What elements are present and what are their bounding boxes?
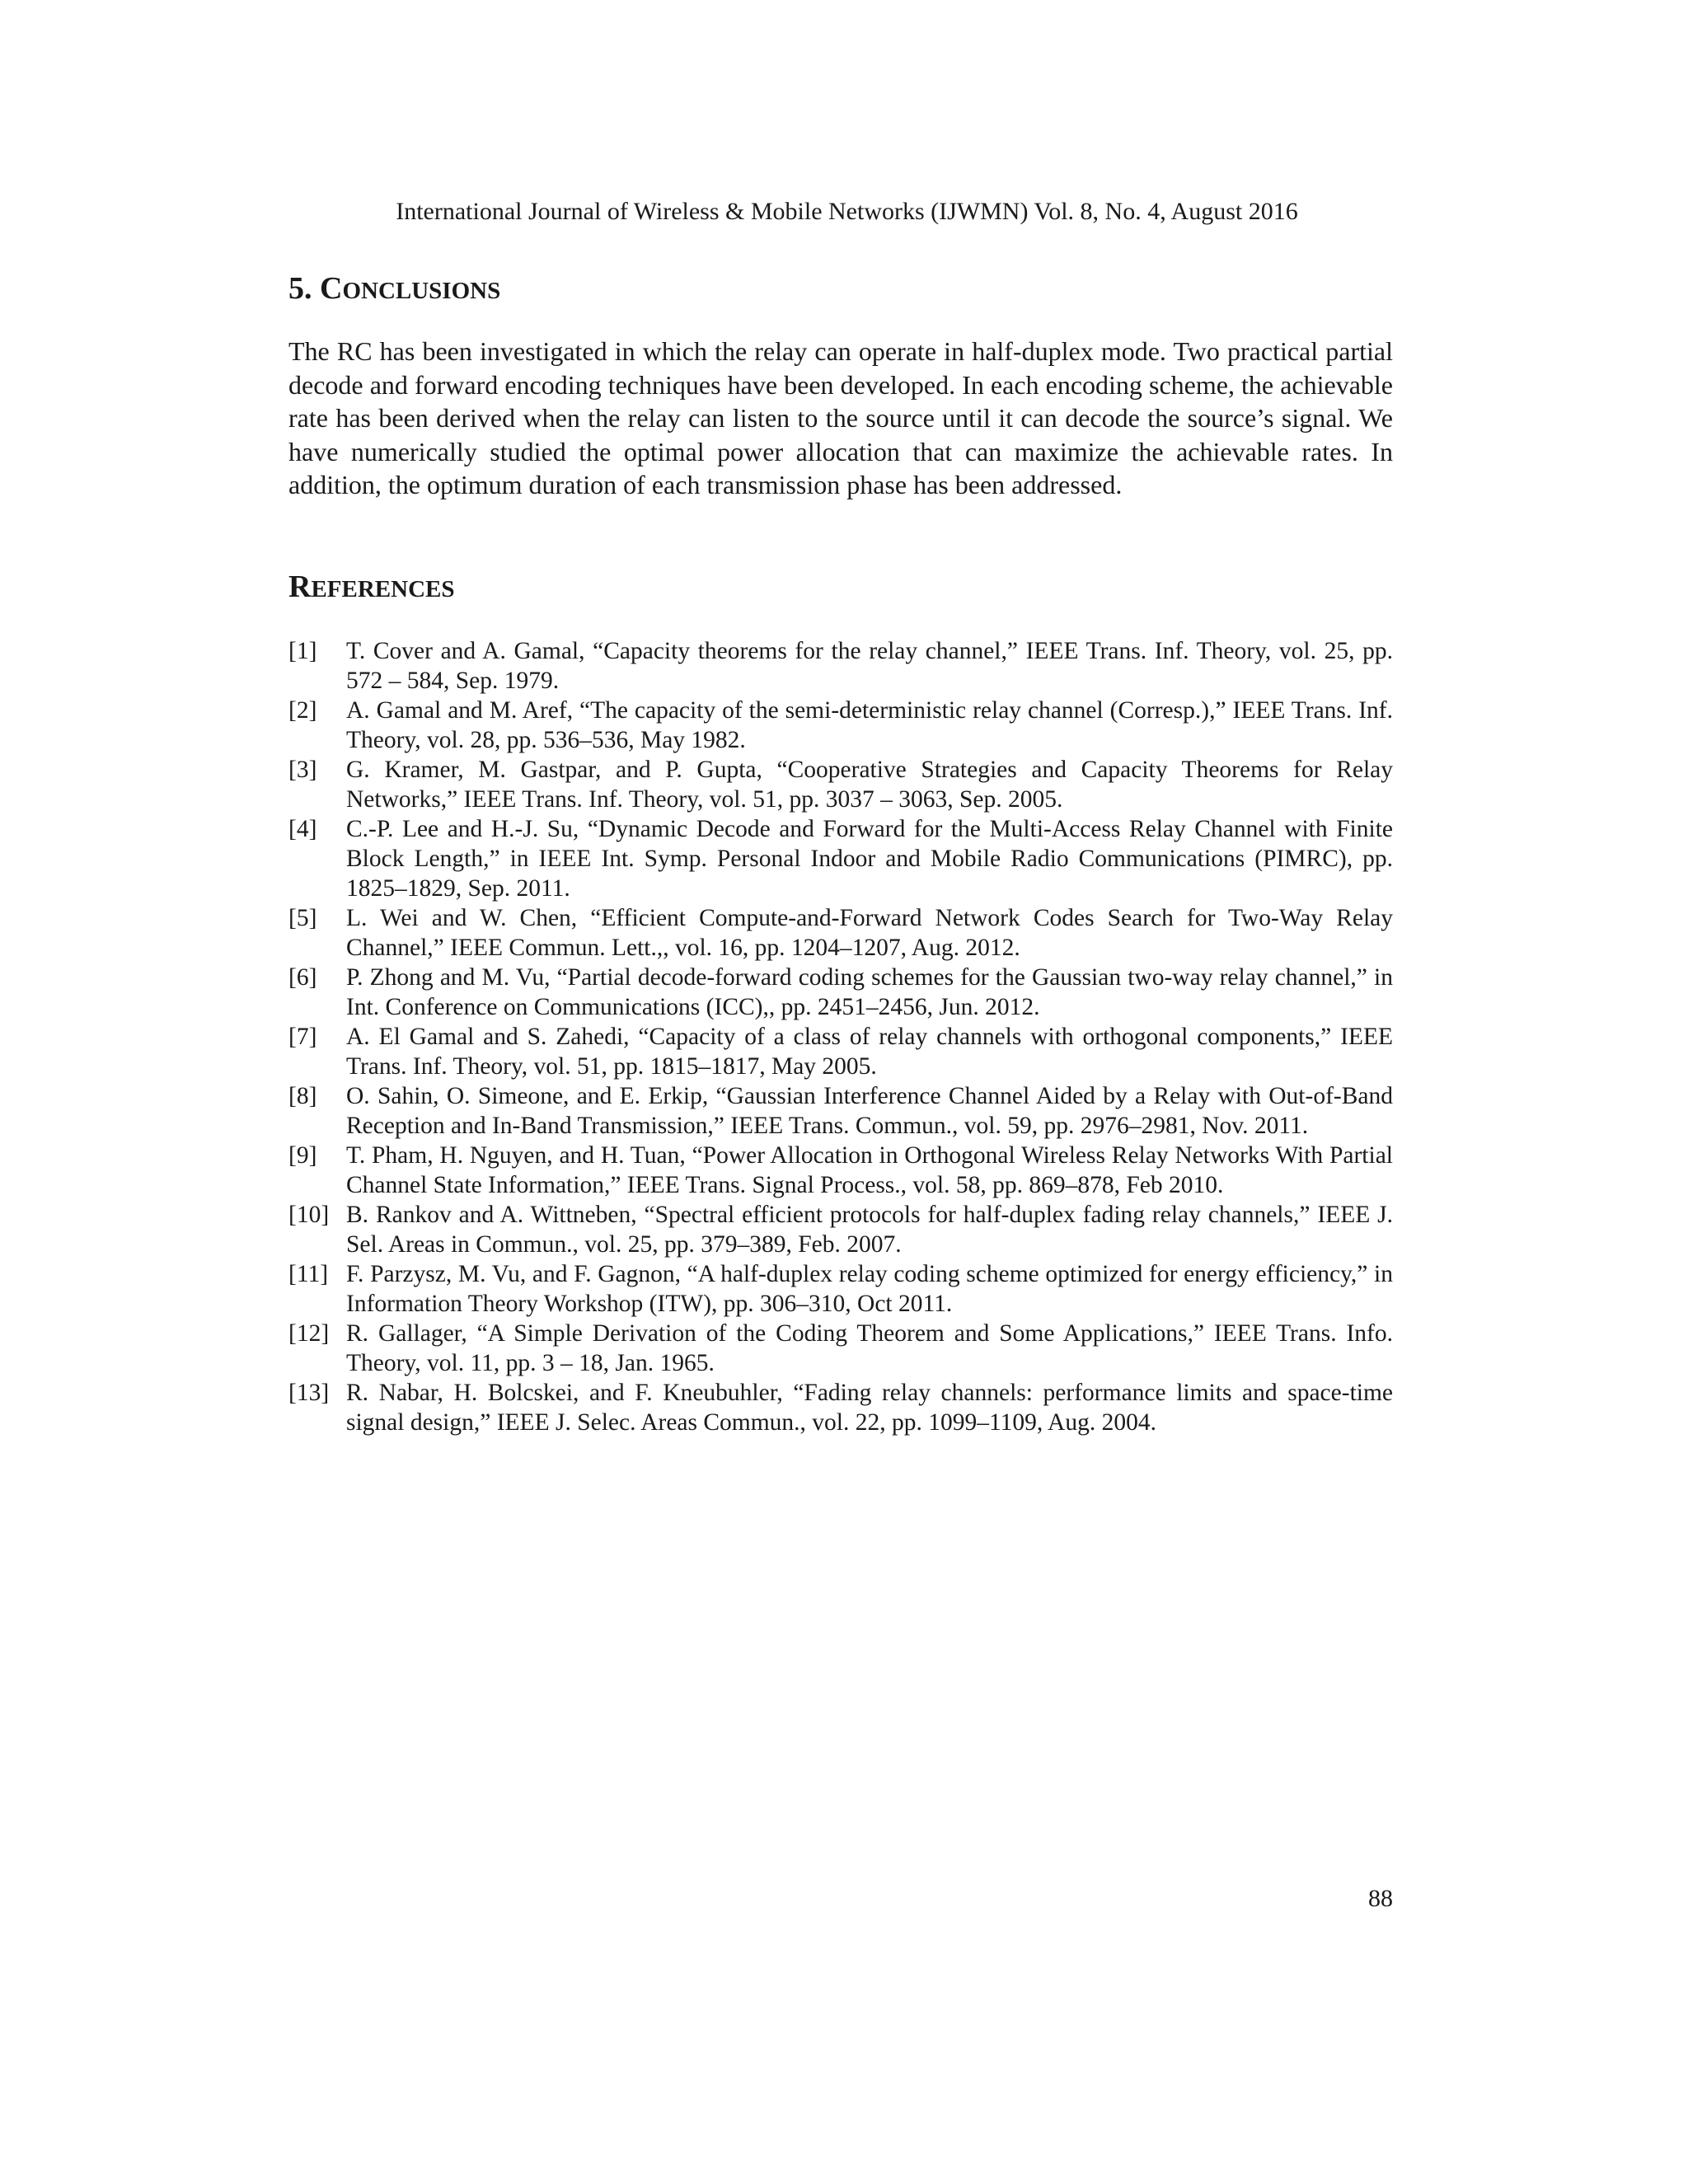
- reference-text: O. Sahin, O. Simeone, and E. Erkip, “Gaussian Interference Channel Aided by a Relay with Out-of-Band Reception and In-Band Transmission,” IEEE Trans. Commun., vol. 59, pp. 2976–2981, Nov. 2011.: [346, 1083, 1393, 1139]
- reference-item: [288, 1141, 1393, 1200]
- reference-item: [288, 1022, 1393, 1081]
- reference-number: [10]: [288, 1202, 330, 1228]
- reference-text: A. Gamal and M. Aref, “The capacity of the semi-deterministic relay channel (Corresp.),” IEEE Trans. Inf. Theory, vol. 28, pp. 536–536, May 1982.: [346, 697, 1393, 753]
- conclusions-heading-initial: C: [320, 271, 343, 306]
- reference-item: [288, 1200, 1393, 1259]
- reference-item: [288, 1319, 1393, 1378]
- reference-number: [3]: [288, 757, 317, 783]
- conclusions-paragraph: The RC has been investigated in which the relay can operate in half-duplex mode. Two practical partial decode and forward encoding techniques have been developed. In each encoding scheme, the achievable rate has been derived when the relay can listen to the source until it can decode the source’s signal. We have numerically studied the optimal power allocation that can maximize the achievable rates. In addition, the optimum duration of each transmission phase has been addressed.: [288, 336, 1393, 499]
- reference-item: [288, 903, 1393, 963]
- references-heading-initial: R: [288, 569, 312, 604]
- reference-number: [4]: [288, 816, 317, 842]
- reference-item: [288, 814, 1393, 903]
- reference-number: [9]: [288, 1142, 317, 1169]
- reference-number: [8]: [288, 1083, 317, 1109]
- reference-number: [1]: [288, 638, 317, 664]
- conclusions-heading-rest: ONCLUSIONS: [342, 278, 501, 304]
- reference-text: T. Pham, H. Nguyen, and H. Tuan, “Power Allocation in Orthogonal Wireless Relay Networks With Partial Channel State Information,” IEEE Trans. Signal Process., vol. 58, pp. 869–878, Feb 2010.: [346, 1142, 1393, 1198]
- reference-item: [288, 755, 1393, 814]
- reference-text: R. Nabar, H. Bolcskei, and F. Kneubuhler, “Fading relay channels: performance limits and space-time signal design,” IEEE J. Selec. Areas Commun., vol. 22, pp. 1099–1109, Aug. 2004.: [346, 1380, 1393, 1436]
- reference-text: B. Rankov and A. Wittneben, “Spectral efficient protocols for half-duplex fading relay channels,” IEEE J. Sel. Areas in Commun., vol. 25, pp. 379–389, Feb. 2007.: [346, 1202, 1393, 1258]
- references-list: [288, 636, 1393, 1437]
- page-number: 88: [1368, 1885, 1393, 1912]
- references-heading-rest: EFERENCES: [311, 576, 455, 602]
- reference-number: [12]: [288, 1320, 330, 1347]
- reference-text: A. El Gamal and S. Zahedi, “Capacity of a class of relay channels with orthogonal components,” IEEE Trans. Inf. Theory, vol. 51, pp. 1815–1817, May 2005.: [346, 1024, 1393, 1080]
- reference-item: [288, 963, 1393, 1022]
- reference-number: [7]: [288, 1024, 317, 1050]
- reference-item: [288, 636, 1393, 696]
- reference-item: [288, 1378, 1393, 1437]
- reference-item: [288, 1259, 1393, 1319]
- reference-number: [13]: [288, 1380, 330, 1406]
- reference-number: [5]: [288, 905, 317, 931]
- reference-number: [6]: [288, 964, 317, 991]
- reference-text: C.-P. Lee and H.-J. Su, “Dynamic Decode and Forward for the Multi-Access Relay Channel with Finite Block Length,” in IEEE Int. Symp. Personal Indoor and Mobile Radio Communications (PIMRC), pp. 1825–1829, Sep. 2011.: [346, 816, 1393, 902]
- reference-number: [2]: [288, 697, 317, 724]
- reference-text: G. Kramer, M. Gastpar, and P. Gupta, “Cooperative Strategies and Capacity Theorems for Relay Networks,” IEEE Trans. Inf. Theory, vol. 51, pp. 3037 – 3063, Sep. 2005.: [346, 757, 1393, 813]
- reference-item: [288, 1081, 1393, 1141]
- conclusions-heading-number: 5.: [288, 271, 320, 306]
- conclusions-heading: [288, 269, 500, 311]
- references-heading: [288, 567, 455, 609]
- reference-text: F. Parzysz, M. Vu, and F. Gagnon, “A half-duplex relay coding scheme optimized for energy efficiency,” in Information Theory Workshop (ITW), pp. 306–310, Oct 2011.: [346, 1261, 1393, 1317]
- reference-text: P. Zhong and M. Vu, “Partial decode-forward coding schemes for the Gaussian two-way relay channel,” in Int. Conference on Communications (ICC),, pp. 2451–2456, Jun. 2012.: [346, 964, 1393, 1020]
- reference-item: [288, 696, 1393, 755]
- reference-text: R. Gallager, “A Simple Derivation of the Coding Theorem and Some Applications,” IEEE Trans. Info. Theory, vol. 11, pp. 3 – 18, Jan. 1965.: [346, 1320, 1393, 1376]
- running-header: International Journal of Wireless & Mobile Networks (IJWMN) Vol. 8, No. 4, August 2016: [396, 198, 1298, 225]
- reference-text: L. Wei and W. Chen, “Efficient Compute-and-Forward Network Codes Search for Two-Way Relay Channel,” IEEE Commun. Lett.,, vol. 16, pp. 1204–1207, Aug. 2012.: [346, 905, 1393, 961]
- reference-number: [11]: [288, 1261, 329, 1287]
- reference-text: T. Cover and A. Gamal, “Capacity theorems for the relay channel,” IEEE Trans. Inf. Theory, vol. 25, pp. 572 – 584, Sep. 1979.: [346, 638, 1393, 694]
